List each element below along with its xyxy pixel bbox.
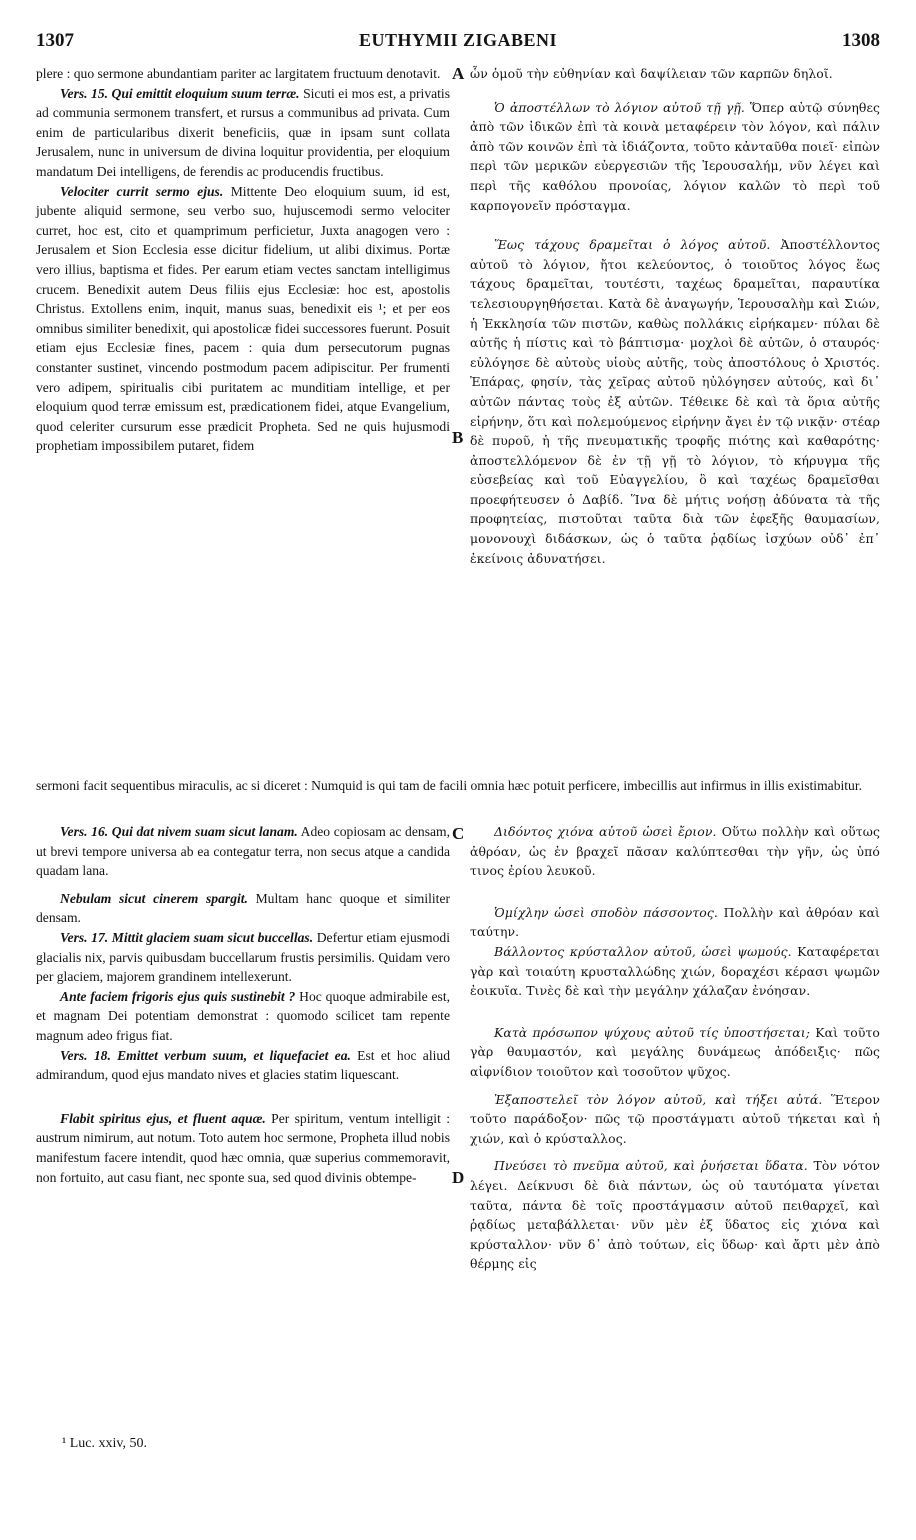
greek-lemma: Διδόντος χιόνα αὐτοῦ ὡσεὶ ἔριον.	[494, 824, 717, 839]
latin-lemma: Ante faciem frigoris ejus quis sustinebit ?	[60, 988, 296, 1004]
latin-column-upper	[36, 64, 450, 456]
latin-paragraph	[36, 822, 450, 881]
greek-lemma: Πνεύσει τὸ πνεῦμα αὐτοῦ, καὶ ῥυήσεται ὕδατα.	[494, 1158, 808, 1174]
greek-paragraph	[470, 1023, 880, 1082]
margin-letter-d: D	[452, 1168, 465, 1187]
latin-text: Defertur etiam ejusmodi glacialis nix, parvis quibusdam buccellarum frustis persimilis. Quidam vero per glaciem, majorem grandinem intellexerunt.	[36, 929, 450, 985]
latin-paragraph	[36, 928, 450, 987]
greek-paragraph	[470, 235, 880, 568]
greek-text: Πολλὴν καὶ ἀθρόαν καὶ ταύτην.	[470, 904, 880, 940]
page-number-left: 1307	[36, 30, 74, 51]
latin-text: Per spiritum, ventum intelligit : austrum nimirum, aut notum. Toto autem hoc sermone, Propheta illud nobis manifestum facere intendit, quod hæc omnia, quæ superius commemoravit, non fortuito, aut casu fiant, nec sponte sua, sed quod divinis obtempe-	[36, 1110, 450, 1185]
latin-lemma: Vers. 17. Mittit glaciem suam sicut buccellas.	[60, 929, 314, 945]
latin-text: Hoc quoque admirabile est, et magnam Dei potentiam demonstrat : quomodo scilicet tam repente magnum adeo frigus fiat.	[36, 988, 450, 1043]
greek-paragraph	[470, 903, 880, 942]
latin-paragraph	[36, 1046, 450, 1085]
margin-letter-c: C	[452, 824, 465, 843]
full-width-text: sermoni facit sequentibus miraculis, ac si diceret : Numquid is qui tam de facili omnia hæc potuit perficere, imbecillis aut infirmus in illis existimabitur.	[36, 778, 863, 793]
latin-text: Mittente Deo eloquium suum, id est, jubente aliquid sermone, seu verbo suo, hujuscemodi sermo velociter curret, hoc est, cito et quamprimum perficietur, Juxta anagogen vero : Jerusalem et Sion Ecclesia esse dicitur fidelium, ut alibi diximus. Portæ vero illius, baptisma et fides. Per earum etiam vectes sanctam intelligimus crucem. Benedixit autem Deus filiis ejus Ecclesiæ: hoc est, apostolis Christus. Extollens enim, inquit, manus suas, benedixit eis ¹; et per eos omnibus similiter benedixit, qui apostolicæ fidei successores fuerunt. Posuit etiam ejus Ecclesiæ fines, pacem : quia dum persecutorum pugnas constanter sustinet, vincendo postmodum pacem adipiscitur. Per frumenti vero adipem, spiritualis cibi puritatem ac munditiam intellige, et per eloquium quod terræ emissum est, prædicationem fidei, atque Evangelium, quod celeriter cursurum esse prædicit Propheta. Sed ne quis hujusmodi prophetiam impossibilem putaret, fidem	[36, 183, 451, 454]
latin-paragraph	[36, 1109, 450, 1187]
latin-text: Sicuti ei mos est, a privatis ad communia sermonem transfert, et rursus a communibus ad privata. Cum enim de particularibus dixerit beneficiis, quæ in ipsam sunt collata Jerusalem, nunc in universum de divina loquitur providentia, per eloquium mandatum Dei intelligens, de ferendis ac producendis fructibus.	[36, 85, 450, 179]
greek-lemma: Ὁ ἀποστέλλων τὸ λόγιον αὐτοῦ τῇ γῇ.	[494, 99, 745, 115]
greek-text: Καὶ τοῦτο γὰρ θαυμαστόν, καὶ μεγάλης δυνάμεως ἀπόδειξις· πῶς αἰφνίδιον τοιοῦτον καὶ τοσοῦτον ψῦχος.	[470, 1024, 880, 1079]
greek-text: ὧν ὁμοῦ τὴν εὐθηνίαν καὶ δαψίλειαν τῶν καρπῶν δηλοῖ.	[470, 66, 833, 81]
greek-paragraph	[470, 1156, 880, 1274]
latin-lemma: Vers. 16. Qui dat nivem suam sicut lanam.	[60, 824, 298, 839]
latin-text: plere : quo sermone abundantiam pariter ac largitatem fructuum denotavit.	[36, 66, 441, 81]
latin-paragraph	[36, 64, 450, 84]
full-width-block	[36, 776, 880, 796]
greek-text: Οὕτω πολλὴν καὶ οὕτως ἀθρόαν, ὡς ἐν βραχεῖ πᾶσαν καλύπτεσθαι τὴν γῆν, ὡς ὑπό τινος ἐρίου λευκοῦ.	[470, 824, 880, 879]
running-head	[36, 30, 880, 54]
greek-lemma: Ὁμίχλην ὡσεὶ σποδὸν πάσσοντος.	[494, 904, 718, 920]
latin-text: Est et hoc aliud admirandum, quod ejus mandato nives et glacies statim liquescant.	[36, 1047, 450, 1083]
greek-paragraph	[470, 822, 880, 881]
greek-text: Ἀποστέλλοντος αὐτοῦ τὸ λόγιον, ἤτοι κελεύοντος, ὁ τοιοῦτος λόγος ἕως τάχους δραμεῖται, τουτέστι, ταχέως δραμεῖται, παραυτίκα τελεσιουργηθήσεται. Κατὰ δὲ ἀναγωγήν, Ἱερουσαλὴμ καὶ Σιών, ἡ Ἐκκλησία τῶν πιστῶν, καθὼς πολλάκις εἰρήκαμεν· πύλαι δὲ αὐτῆς ἡ πίστις καὶ τὸ βάπτισμα· μοχλοὶ δὲ αὐτῶν, ὁ σταυρός· εὐλόγησε δὲ αὐτοὺς υἱοὺς αὐτῆς, τοὺς ἀποστόλους ὁ Χριστός. Ἐπάρας, φησίν, τὰς χεῖρας αὐτοῦ ηὐλόγησεν αὐτούς, καὶ δι᾽ αὐτῶν πάντας τοὺς ἐξ αὐτῶν. Τέθεικε δὲ καὶ τὰ ὅρια αὐτῆς εἰρήνην, ὅτι καὶ πολεμούμενος εἰρήνην ἄγει ἐν τῷ νικᾷν· στέαρ δὲ πυροῦ, ἡ τῆς πνευματικῆς τροφῆς πιότης καὶ καθαρότης· ἀποστελλόμενον δὲ ἐν τῇ γῇ τὸ λόγιον, τὸ κήρυγμα τῆς εὐσεβείας καὶ τοῦ Εὐαγγελίου, ὃ καὶ ταχέως δραμεῖσθαι προεφήτευσεν ὁ Δαβίδ. Ἵνα δὲ μήτις νοήσῃ ἀδύνατα τὰ τῆς προφητείας, πιστοῦται ταῦτα διὰ τῶν ἐφεξῆς θαυμασίων, μονονουχὶ διδάσκων, ὡς ὁ ταῦτα ῥᾳδίως ἰσχύων οὐδ᾽ ἐπ᾽ ἐκείνοις ἀδυνατήσει.	[470, 237, 881, 566]
margin-letter-a: A	[452, 64, 465, 83]
latin-lemma: Nebulam sicut cinerem spargit.	[60, 890, 248, 906]
page-number-right: 1308	[842, 30, 880, 51]
latin-lemma: Velociter currit sermo ejus.	[60, 183, 224, 199]
greek-lemma: Βάλλοντος κρύσταλλον αὐτοῦ, ὡσεὶ ψωμούς.	[494, 943, 792, 959]
greek-paragraph	[470, 64, 880, 84]
latin-text: Multam hanc quoque et similiter densam.	[36, 890, 450, 926]
latin-paragraph	[36, 889, 450, 928]
margin-letter-b: B	[452, 428, 464, 447]
greek-column-upper	[470, 64, 880, 568]
latin-paragraph	[36, 987, 450, 1046]
greek-lemma: Κατὰ πρόσωπον ψύχους αὐτοῦ τίς ὑποστήσεται;	[494, 1024, 810, 1040]
greek-text: Ἕτερον τοῦτο παράδοξον· πῶς τῷ προστάγματι αὐτοῦ τήκεται καὶ ἡ χιών, καὶ ὁ κρύσταλλος.	[470, 1091, 881, 1146]
greek-lemma: Ἐξαποστελεῖ τὸν λόγον αὐτοῦ, καὶ τήξει αὐτά.	[494, 1091, 823, 1107]
latin-paragraph	[36, 182, 450, 456]
greek-paragraph	[470, 942, 880, 1001]
greek-paragraph	[470, 1090, 880, 1149]
greek-text: Τὸν νότον λέγει. Δείκνυσι δὲ διὰ πάντων, ὡς οὐ ταυτόματα γίνεται ταῦτα, πάντα δὲ τοῖς προστάγμασιν αὐτοῦ πειθαρχεῖ, καὶ ῥᾳδίως μεταβάλλεται· νῦν μὲν ἐξ ὕδατος εἰς χιόνα καὶ κρύσταλλον· νῦν δ᾽ ἀπὸ τούτων, εἰς ὕδωρ· καὶ ἄρτι μὲν ἀπὸ θέρμης εἰς	[470, 1158, 881, 1272]
running-title: EUTHYMII ZIGABENI	[358, 30, 558, 50]
latin-text: Adeo copiosam ac densam, ut brevi tempore universa ab ea contegatur terra, non secus atque a candida quadam lana.	[36, 824, 450, 879]
footnote: ¹ Luc. xxiv, 50.	[62, 1436, 147, 1451]
greek-column-lower	[470, 822, 880, 1274]
greek-text: Ὅπερ αὐτῷ σύνηθες ἀπὸ τῶν ἰδικῶν ἐπὶ τὰ κοινὰ μεταφέρειν τὸν λόγον, καὶ πάλιν ἀπὸ τῶν κοινῶν ἐπὶ τὰ ἰδιάζοντα, τοῦτο κἀνταῦθα ποιεῖ· εἰπὼν περὶ τῶν μερικῶν εὐεργεσιῶν τῆς Ἱερουσαλήμ, νῦν λέγει καὶ περὶ τῆς καθόλου προνοίας, λόγιον καλῶν τὸ περὶ τοῦ καρπογονεῖν πρόσταγμα.	[470, 99, 880, 213]
greek-lemma: Ἕως τάχους δραμεῖται ὁ λόγος αὐτοῦ.	[494, 237, 771, 253]
latin-lemma: Vers. 15. Qui emittit eloquium suum terræ.	[60, 85, 300, 101]
greek-paragraph	[470, 98, 880, 216]
latin-column-lower	[36, 822, 450, 1187]
greek-text: Καταφέρεται γὰρ καὶ τοιαύτη κρυσταλλώδης χιών, δοραχέσι κέρασι ψωμῶν ἐοικυῖα. Τινὲς δὲ καὶ τὴν μεγάλην χάλαζαν ἐνόησαν.	[470, 943, 880, 999]
latin-lemma: Flabit spiritus ejus, et fluent aquæ.	[60, 1110, 266, 1126]
latin-lemma: Vers. 18. Emittet verbum suum, et liquefaciet ea.	[60, 1047, 351, 1063]
latin-paragraph	[36, 84, 450, 182]
